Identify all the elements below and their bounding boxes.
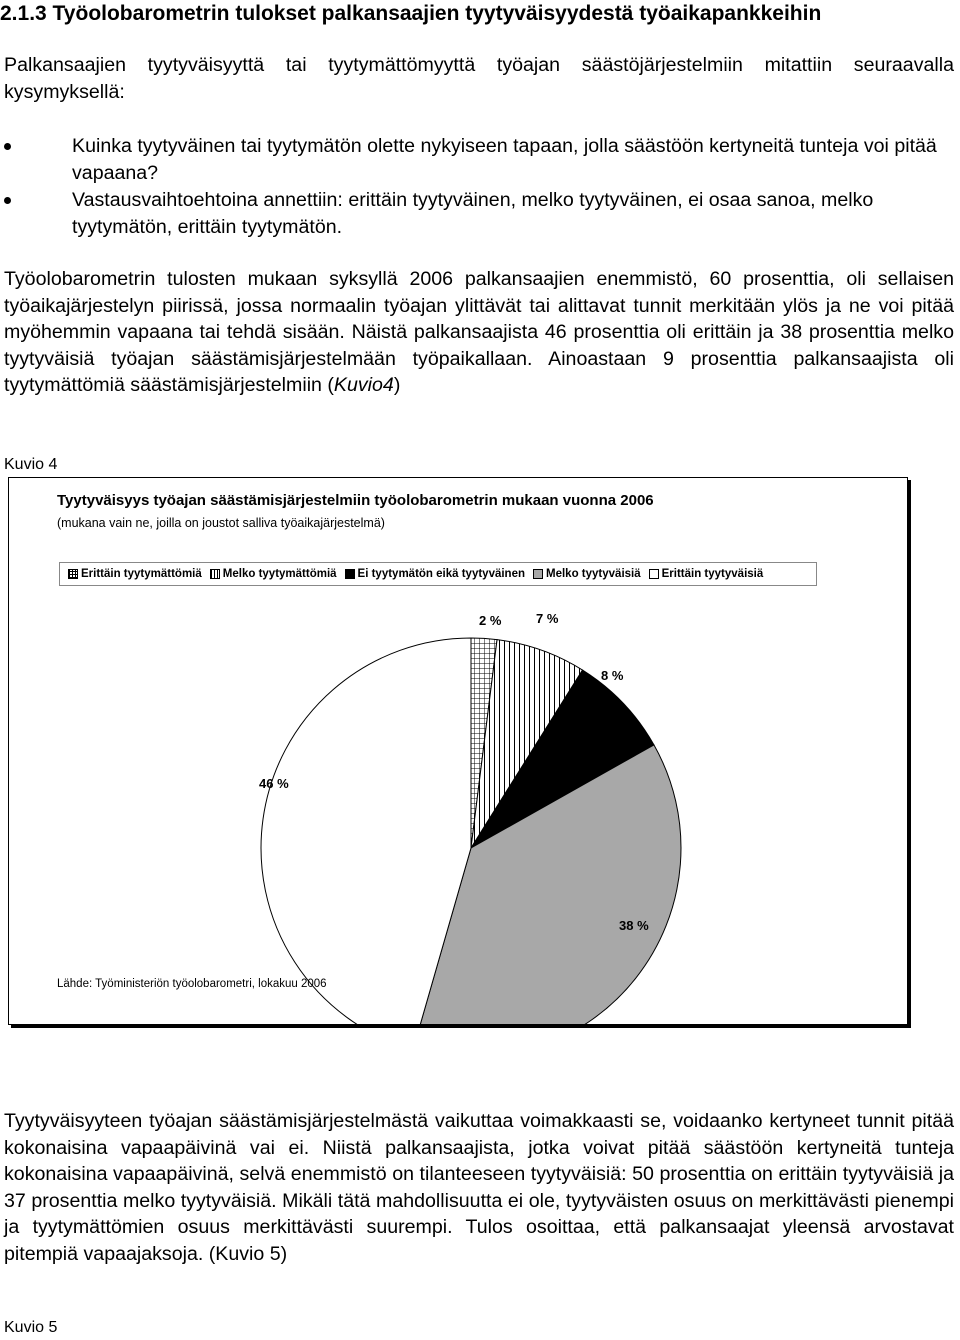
intro-paragraph: Palkansaajien tyytyväisyyttä tai tyytymättömyyttä työajan säästöjärjestelmiin mitattiin seuraavalla kysymyksellä: bbox=[4, 54, 954, 103]
question-list bbox=[0, 133, 960, 241]
bullet-text: Vastausvaihtoehtoina annettiin: erittäin tyytyväinen, melko tyytyväinen, ei osaa sanoa, melko tyytymätön, erittäin tyytymätön. bbox=[72, 189, 874, 238]
figure-caption-next: Kuvio 5 bbox=[4, 1319, 58, 1336]
pie-chart-figure bbox=[8, 477, 908, 1025]
slice-data-label: 7 % bbox=[536, 611, 559, 626]
bullet-item bbox=[0, 187, 952, 240]
legend-label: Melko tyytyväisiä bbox=[546, 568, 641, 580]
chart-subtitle: (mukana vain ne, joilla on joustot salliva työaikajärjestelmä) bbox=[57, 516, 385, 530]
chart-title: Tyytyväisyys työajan säästämisjärjestelmiin työolobarometrin mukaan vuonna 2006 bbox=[57, 492, 654, 509]
bullet-item bbox=[0, 133, 952, 186]
legend-label: Erittäin tyytymättömiä bbox=[81, 568, 202, 580]
results-paragraph bbox=[4, 266, 954, 399]
figure-reference: Kuvio4 bbox=[333, 374, 394, 396]
results-close-paren: ) bbox=[393, 374, 401, 396]
closing-paragraph: Tyytyväisyyteen työajan säästämisjärjestelmästä vaikuttaa voimakkaasti se, voidaanko kertyneet tunnit pitää kokonaisina vapaapäivinä vai ei. Niistä palkansaajista, jotka voivat pitää säästöön kertyneitä tunteja kokonaisina vapaapäivinä, selvä enemmistö on tilanteeseen tyytyväisiä: 50 prosenttia on erittäin tyytyväisiä ja 37 prosenttia melko tyytyväisiä. Mikäli tätä mahdollisuutta ei ole, tyytyväisten osuus on merkittävästi pienempi ja tyytymättömien osuus merkittävästi suurempi. Tulos osoittaa, että palkansaajat yleensä arvostavat pitempiä vapaajaksoja. (Kuvio 5) bbox=[4, 1110, 954, 1265]
chart-source: Lähde: Työministeriön työolobarometri, lokakuu 2006 bbox=[57, 978, 327, 990]
slice-data-label: 2 % bbox=[479, 613, 502, 628]
figure-caption: Kuvio 4 bbox=[4, 456, 58, 473]
legend-label: Erittäin tyytyväisiä bbox=[661, 568, 764, 580]
section-heading: 2.1.3 Työolobarometrin tulokset palkansaajien tyytyväisyydestä työaikapankkeihin bbox=[0, 2, 822, 25]
bullet-icon bbox=[4, 143, 11, 150]
slice-data-label: 38 % bbox=[619, 918, 649, 933]
pie-chart bbox=[9, 478, 907, 1024]
slice-data-label: 46 % bbox=[259, 776, 289, 791]
legend-label: Ei tyytymätön eikä tyytyväinen bbox=[357, 568, 526, 580]
results-text: Työolobarometrin tulosten mukaan syksyllä 2006 palkansaajien enemmistö, 60 prosenttia, oli sellaisen työaikajärjestelyn piirissä, jossa normaalin työajan ylittävät tai alittavat tunnit merkitään ylös ja ne voi pitää myöhemmin vapaana tai tehdä sisään. Näistä palkansaajista 46 prosenttia oli erittäin ja 38 prosenttia melko tyytyväisiä työajan säästämisjärjestelmään työpaikallaan. Ainoastaan 9 prosenttia palkansaajista oli tyytymättömiä säästämisjärjestelmiin ( bbox=[4, 268, 954, 396]
slice-data-label: 8 % bbox=[601, 668, 624, 683]
bullet-icon bbox=[4, 197, 11, 204]
legend-label: Melko tyytymättömiä bbox=[222, 568, 337, 580]
bullet-text: Kuinka tyytyväinen tai tyytymätön olette nykyiseen tapaan, jolla säästöön kertyneitä tunteja voi pitää vapaana? bbox=[72, 135, 937, 184]
